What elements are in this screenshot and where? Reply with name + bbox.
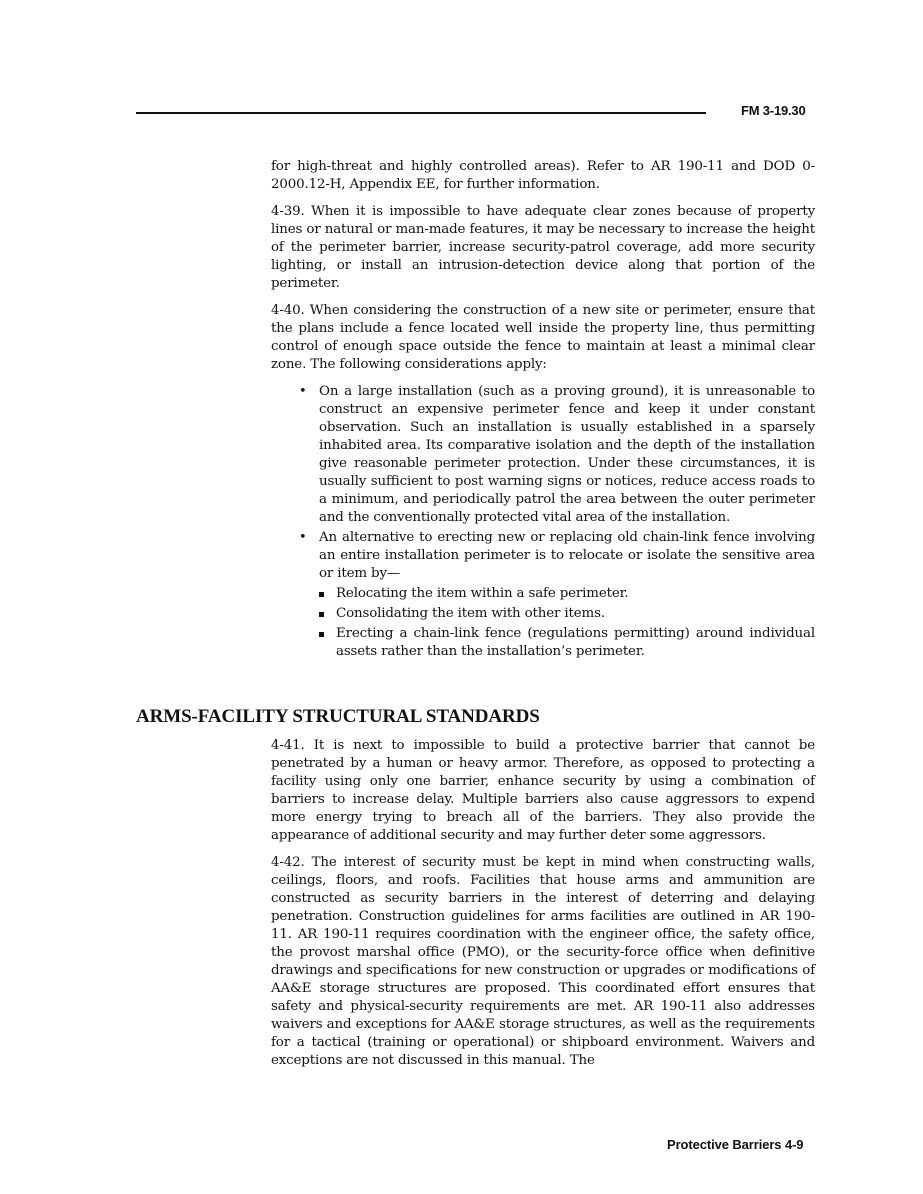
document-id: FM 3-19.30 [741, 103, 806, 118]
square-bullet-icon [319, 592, 324, 597]
paragraph-4-42: 4-42. The interest of security must be kept in mind when constructing walls, ceilings, floors, and roofs. Facilities that house arms and ammunition are constructed as security barriers in the interest of deterring and delaying penetration. Construction guidelines for arms facilities are outlined in AR 190-11. AR 190-11 requires coordination with the engineer office, the safety office, the provost marshal office (PMO), or the security-force office when definitive drawings and specifications for new construction or upgrades or modifications of AA&E storage structures are proposed. This coordinated effort ensures that safety and physical-security requirements are met. AR 190-11 also addresses waivers and exceptions for AA&E storage structures, as well as the requirements for a tactical (training or operational) or shipboard environment. Waivers and exceptions are not discussed in this manual. The [271, 855, 815, 1068]
sub-list-item [319, 585, 815, 603]
bullet-text: An alternative to erecting new or replacing old chain-link fence involving an entire installation perimeter is to relocate or isolate the sensitive area or item by— [319, 530, 815, 581]
list-item [271, 383, 815, 527]
sub-bullet-text: Relocating the item within a safe perimeter. [336, 586, 629, 601]
square-bullet-icon [319, 612, 324, 617]
sub-bullet-text: Erecting a chain-link fence (regulations permitting) around individual assets rather than the installation’s perimeter. [336, 626, 815, 659]
sub-list-item [319, 625, 815, 661]
sub-bullet-text: Consolidating the item with other items. [336, 606, 605, 621]
page-footer: Protective Barriers 4-9 [667, 1137, 804, 1152]
list-item [271, 529, 815, 661]
square-bullet-icon [319, 632, 324, 637]
bottom-text-column [271, 737, 815, 1079]
header-rule [136, 112, 706, 114]
considerations-list [271, 383, 815, 661]
sub-list-item [319, 605, 815, 623]
bullet-icon: • [299, 384, 307, 399]
paragraph-4-40: 4-40. When considering the construction of a new site or perimeter, ensure that the plans include a fence located well inside the property line, thus permitting control of enough space outside the fence to maintain at least a minimal clear zone. The following considerations apply: [271, 303, 815, 372]
continuation-paragraph: for high-threat and highly controlled areas). Refer to AR 190-11 and DOD 0-2000.12-H, Appendix EE, for further information. [271, 159, 815, 192]
bullet-text: On a large installation (such as a proving ground), it is unreasonable to construct an expensive perimeter fence and keep it under constant observation. Such an installation is usually established in a sparsely inhabited area. Its comparative isolation and the depth of the installation give reasonable perimeter protection. Under these circumstances, it is usually sufficient to post warning signs or notices, reduce access roads to a minimum, and periodically patrol the area between the outer perimeter and the conventionally protected vital area of the installation. [319, 384, 815, 525]
sub-list [319, 585, 815, 661]
section-heading: ARMS-FACILITY STRUCTURAL STANDARDS [136, 706, 540, 727]
paragraph-4-41: 4-41. It is next to impossible to build a protective barrier that cannot be penetrated by a human or heavy armor. Therefore, as opposed to protecting a facility using only one barrier, enhance security by using a combination of barriers to increase delay. Multiple barriers also cause aggressors to expend more energy trying to breach all of the barriers. They also provide the appearance of additional security and may further deter some aggressors. [271, 738, 815, 843]
paragraph-4-39: 4-39. When it is impossible to have adequate clear zones because of property lines or natural or man-made features, it may be necessary to increase the height of the perimeter barrier, increase security-patrol coverage, add more security lighting, or install an intrusion-detection device along that portion of the perimeter. [271, 204, 815, 291]
bullet-icon: • [299, 530, 307, 545]
top-text-column [271, 158, 815, 670]
